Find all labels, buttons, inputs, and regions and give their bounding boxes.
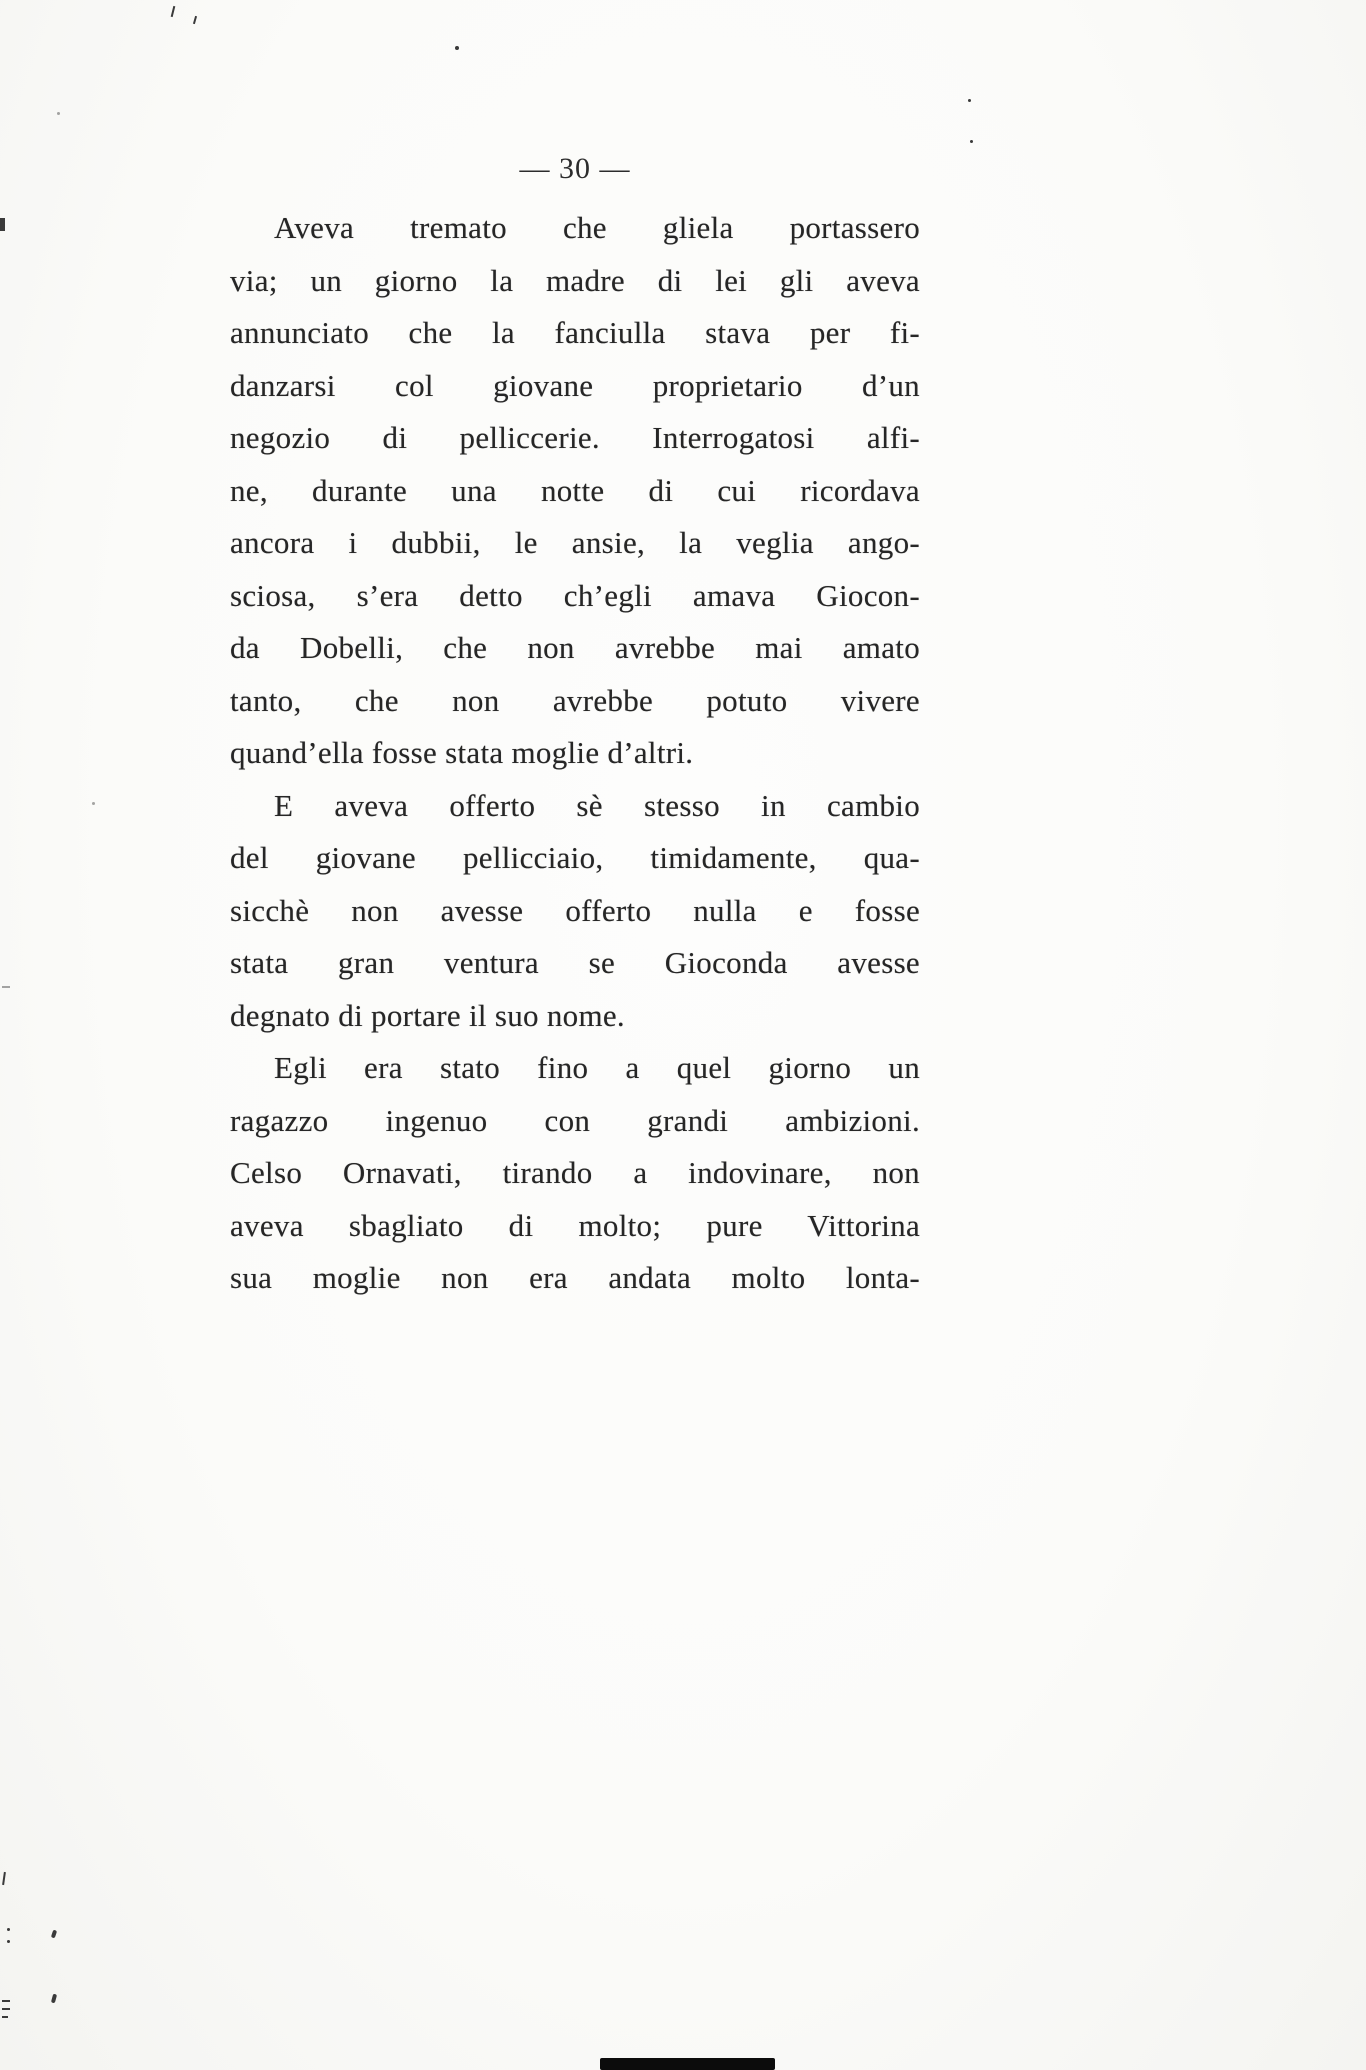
text-line: via; un giorno la madre di lei gli aveva — [230, 262, 920, 298]
scan-mark — [2, 1872, 6, 1885]
text-line: annunciato che la fanciulla stava per fi- — [230, 315, 920, 350]
scan-speck — [57, 112, 60, 115]
scan-speck — [970, 140, 973, 143]
page-number: — 30 — — [519, 152, 631, 185]
scan-mark — [2, 2000, 10, 2002]
text-line: negozio di pelliccerie. Interrogatosi alfi- — [230, 420, 920, 455]
text-line: tanto, che non avrebbe potuto vivere — [230, 682, 920, 718]
text-line: Egli era stato fino a quel giorno un — [274, 1050, 920, 1085]
scan-mark — [193, 16, 197, 24]
text-line: Aveva tremato che gliela portassero — [274, 210, 920, 245]
paragraph-3 — [230, 1042, 920, 1305]
text-line: sicchè non avesse offerto nulla e fosse — [230, 892, 920, 928]
text-line: del giovane pellicciaio, timidamente, qua- — [230, 840, 920, 875]
text-line: degnato di portare il suo nome. — [230, 997, 625, 1033]
paragraph-2 — [230, 780, 920, 1043]
scan-mark — [2, 986, 10, 988]
scan-mark — [51, 1930, 57, 1939]
text-line: da Dobelli, che non avrebbe mai amato — [230, 630, 920, 665]
text-line: stata gran ventura se Gioconda avesse — [230, 945, 920, 980]
text-line: aveva sbagliato di molto; pure Vittorina — [230, 1207, 920, 1243]
text-line: ancora i dubbii, le ansie, la veglia ango- — [230, 525, 920, 560]
scan-speck — [7, 1940, 10, 1943]
scan-mark — [51, 1994, 57, 2004]
scan-mark — [171, 6, 176, 17]
scan-speck — [455, 46, 459, 50]
paragraph-1 — [230, 202, 920, 780]
text-line: danzarsi col giovane proprietario d’un — [230, 367, 920, 403]
text-line: E aveva offerto sè stesso in cambio — [274, 787, 920, 823]
text-line: ne, durante una notte di cui ricordava — [230, 472, 920, 508]
text-line: quand’ella fosse stata moglie d’altri. — [230, 735, 694, 770]
scan-edge-mark — [600, 2058, 775, 2070]
scan-mark — [2, 2016, 8, 2018]
scan-speck — [7, 1928, 10, 1931]
text-block — [230, 152, 920, 1305]
scan-mark — [2, 2008, 10, 2010]
scan-speck — [968, 99, 971, 102]
scan-speck — [92, 802, 95, 805]
text-line: sciosa, s’era detto ch’egli amava Giocon- — [230, 577, 920, 613]
text-line: sua moglie non era andata molto lonta- — [230, 1260, 920, 1295]
scan-edge-mark — [0, 218, 5, 231]
text-line: ragazzo ingenuo con grandi ambizioni. — [230, 1102, 920, 1138]
text-line: Celso Ornavati, tirando a indovinare, non — [230, 1155, 920, 1190]
